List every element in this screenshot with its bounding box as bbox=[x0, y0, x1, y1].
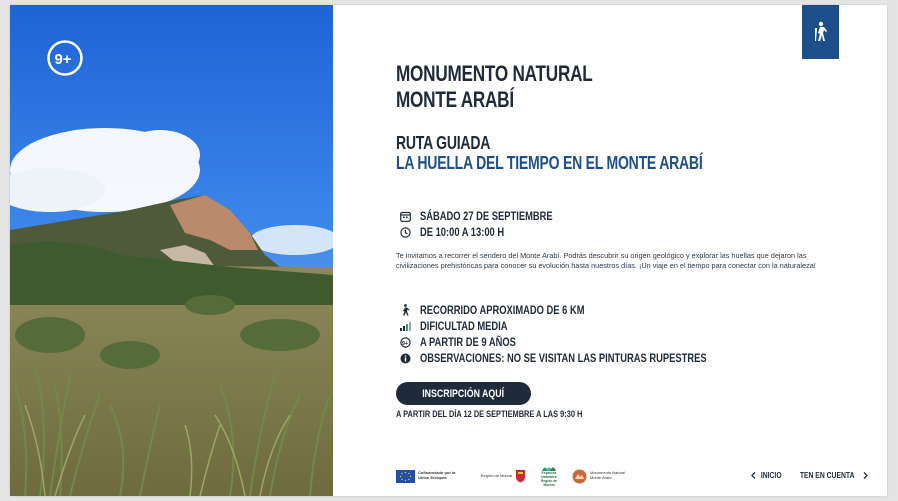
espacios-naturales-text: Espacios Naturales Región de Murcia bbox=[540, 471, 558, 487]
chevron-left-icon bbox=[751, 472, 756, 479]
monte-arabi-logo-text: Monumento Natural Monte Arabí bbox=[590, 470, 626, 480]
sponsor-logos bbox=[396, 466, 632, 486]
svg-text:9+: 9+ bbox=[54, 51, 72, 68]
registration-note: A PARTIR DEL DÍA 12 DE SEPTIEMBRE A LAS 9:30 H bbox=[396, 409, 583, 420]
slide bbox=[10, 5, 887, 496]
calendar-icon bbox=[399, 210, 411, 222]
difficulty-row bbox=[399, 319, 532, 333]
prev-link-label: INICIO bbox=[760, 471, 782, 480]
monte-arabi-logo bbox=[572, 466, 632, 486]
register-button-label: INSCRIPCIÓN AQUÍ bbox=[422, 387, 505, 400]
distance-row bbox=[399, 303, 631, 317]
min-age: A PARTIR DE 9 AÑOS bbox=[420, 335, 516, 349]
time-row bbox=[399, 225, 528, 239]
clock-icon bbox=[399, 226, 411, 238]
hero-photo bbox=[10, 5, 333, 496]
next-link[interactable] bbox=[795, 471, 867, 480]
hiking-icon bbox=[802, 5, 839, 59]
age-9-plus-icon bbox=[46, 39, 84, 77]
difficulty-bars-icon bbox=[399, 320, 411, 332]
route-name: LA HUELLA DEL TIEMPO EN EL MONTE ARABÍ bbox=[396, 153, 703, 173]
age-row bbox=[399, 335, 543, 349]
page-title-line2: MONTE ARABÍ bbox=[396, 87, 514, 112]
age-9-plus-small-icon bbox=[399, 336, 411, 348]
notes-row bbox=[399, 351, 787, 365]
eu-logo bbox=[396, 466, 462, 486]
page-title: MONUMENTO NATURAL bbox=[396, 61, 593, 86]
slide-navigation bbox=[751, 471, 868, 480]
event-details bbox=[333, 5, 887, 496]
date-row bbox=[399, 209, 590, 223]
eu-logo-text: Cofinanciado por la Unión Europea bbox=[418, 470, 456, 480]
svg-text:9+: 9+ bbox=[401, 340, 408, 347]
distance: RECORRIDO APROXIMADO DE 6 KM bbox=[420, 303, 585, 317]
walking-icon bbox=[399, 304, 411, 316]
difficulty: DIFICULTAD MEDIA bbox=[420, 319, 508, 333]
prev-link[interactable] bbox=[751, 471, 783, 480]
register-button[interactable] bbox=[396, 382, 531, 405]
next-link-label: TEN EN CUENTA bbox=[800, 471, 855, 480]
event-description: Te invitamos a recorrer el sendero del Monte Arabí. Podrás descubrir su origen geológico y explorar las huellas que dejaron las civilizaciones prehistóricas para conocer su evolución hasta nuestros días. ¡Un viaje en el tiempo para conectar con la naturaleza! bbox=[396, 251, 816, 270]
murcia-logo-text: Región de Murcia bbox=[480, 472, 512, 478]
event-date: SÁBADO 27 DE SEPTIEMBRE bbox=[420, 209, 553, 223]
event-time: DE 10:00 A 13:00 H bbox=[420, 225, 505, 239]
info-icon bbox=[399, 352, 411, 364]
observations: OBSERVACIONES: NO SE VISITAN LAS PINTURAS RUPESTRES bbox=[420, 351, 707, 365]
route-type: RUTA GUIADA bbox=[396, 133, 491, 153]
murcia-logo bbox=[472, 466, 526, 486]
espacios-naturales-logo bbox=[536, 466, 562, 486]
chevron-right-icon bbox=[863, 472, 868, 479]
